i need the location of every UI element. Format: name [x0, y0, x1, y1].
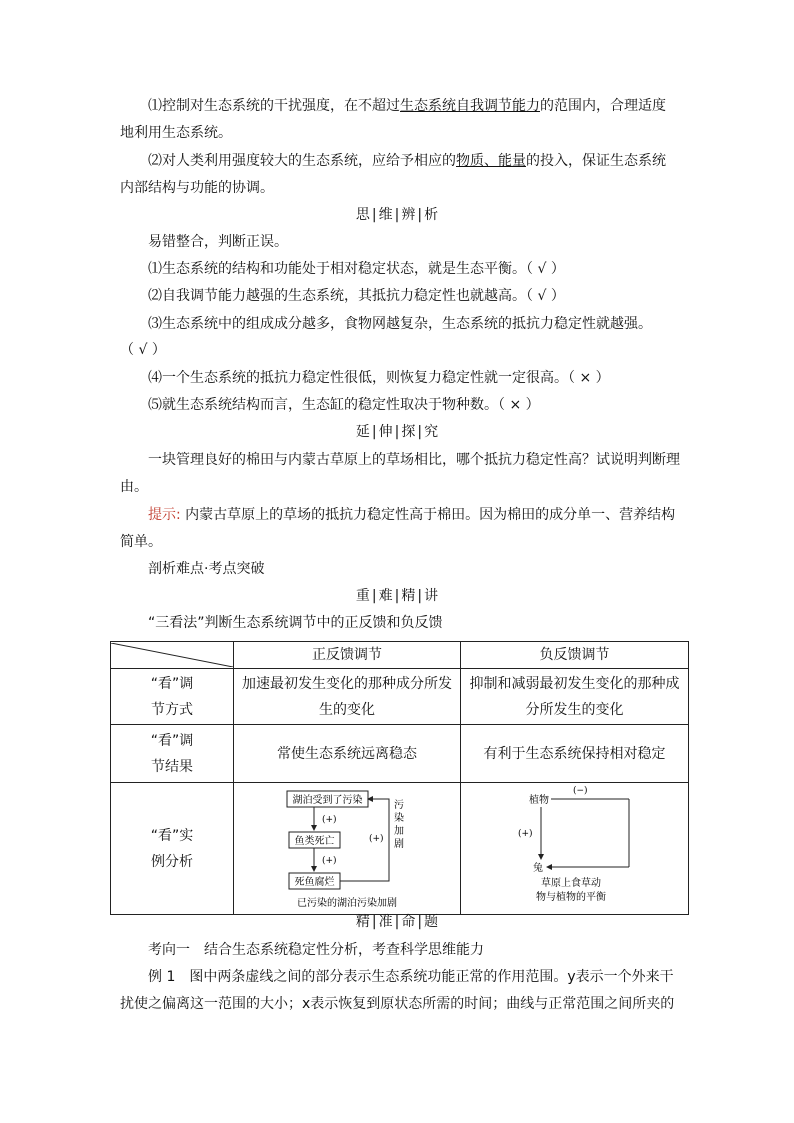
hint-text: 内蒙古草原上的草场的抵抗力稳定性高于棉田。因为棉田的成分单一、营养结构: [180, 507, 676, 523]
hint-line-1: [148, 505, 704, 525]
row-label-line: “看”调: [150, 732, 194, 749]
example-line-2: 扰使之偏离这一范围的大小；x表示恢复到原状态所需的时间；曲线与正常范围之间所夹的: [120, 996, 675, 1012]
rabbit-label: 兔: [533, 862, 543, 874]
judgement-3-answer: （ √ ）: [120, 342, 166, 358]
judgement-5: ⑸就生态系统结构而言，生态缸的稳定性取决于物种数。（ × ）: [148, 397, 540, 413]
question-line-2: 由。: [120, 479, 148, 495]
minus-label: (−): [573, 785, 588, 796]
text: ⑴控制对生态系统的干扰强度，在不超过: [148, 98, 400, 114]
cell-positive-diagram: [234, 783, 461, 915]
judgement-2: ⑵自我调节能力越强的生态系统，其抵抗力稳定性也就越高。（ √ ）: [148, 288, 565, 304]
hint-label: 提示:: [148, 507, 181, 523]
positive-feedback-diagram: [234, 784, 460, 914]
heading-jingzhun: 精|准|命|题: [355, 914, 441, 930]
plus-label: (+): [322, 814, 337, 825]
cell-positive: 常使生态系统远离稳态: [234, 725, 461, 783]
row-label: [111, 725, 234, 783]
row-label-line: “看”调: [150, 675, 194, 692]
cell-line: 生的变化: [319, 701, 375, 718]
table-row-result: [111, 725, 689, 783]
example-line-1: 例 1 图中两条虚线之间的部分表示生态系统功能正常的作用范围。y表示一个外来干: [148, 969, 674, 985]
cell-negative: 有利于生态系统保持相对稳定: [461, 725, 689, 783]
table-row-method: [111, 669, 689, 725]
text: 的投入，保证生态系统: [526, 153, 666, 169]
table-header-row: [111, 642, 689, 669]
para-1-line-2: 地利用生态系统。: [120, 125, 232, 141]
plus-label: (+): [518, 828, 533, 839]
side-label: 加: [394, 825, 404, 837]
cell-negative-diagram: [461, 783, 689, 915]
plus-label: (+): [322, 855, 337, 866]
box-fish-death-label: 鱼类死亡: [294, 835, 335, 847]
side-label: 污: [394, 799, 404, 811]
judgement-3: ⑶生态系统中的组成成分越多，食物网越复杂，生态系统的抵抗力稳定性就越强。: [148, 316, 652, 332]
header-negative: 负反馈调节: [461, 642, 689, 669]
table-row-example: [111, 783, 689, 915]
hint-line-2: 简单。: [120, 534, 162, 550]
table-title: “三看法”判断生态系统调节中的正反馈和负反馈: [148, 615, 443, 631]
underlined-term: 生态系统自我调节能力: [400, 98, 540, 114]
negative-feedback-diagram: [461, 784, 688, 914]
row-label-line: 例分析: [151, 853, 193, 870]
text: 的范围内，合理适度: [540, 98, 666, 114]
box-lake-polluted-label: 湖泊受到了污染: [292, 794, 363, 806]
header-positive: 正反馈调节: [234, 642, 461, 669]
text: ⑵对人类利用强度较大的生态系统，应给予相应的: [148, 153, 456, 169]
row-label: [111, 669, 234, 725]
row-label-line: “看”实: [150, 827, 194, 844]
cell-line: 加速最初发生变化的那种成分所发: [242, 675, 452, 692]
heading-siwei: 思|维|辨|析: [355, 207, 441, 223]
cell-positive: [234, 669, 461, 725]
row-label-line: 节方式: [151, 701, 193, 718]
row-label: [111, 783, 234, 915]
section-title: 剖析难点·考点突破: [148, 561, 265, 577]
box-fish-rot-label: 死鱼腐烂: [294, 876, 335, 888]
side-label: 染: [394, 812, 404, 824]
diagonal-line: [111, 643, 233, 667]
diagram-caption: 物与植物的平衡: [536, 891, 606, 903]
heading-yanshen: 延|伸|探|究: [355, 424, 441, 440]
kaoxiang-title: 考向一 结合生态系统稳定性分析，考查科学思维能力: [148, 942, 484, 958]
row-label-line: 节结果: [151, 758, 193, 775]
diagram-caption: 草原上食草动: [541, 877, 601, 889]
cell-line: 抑制和减弱最初发生变化的那种成: [469, 675, 680, 692]
side-label: 剧: [394, 838, 404, 850]
question-line-1: 一块管理良好的棉田与内蒙古草原上的草场相比，哪个抵抗力稳定性高？试说明判断理: [148, 452, 680, 468]
para-2-line-2: 内部结构与功能的协调。: [120, 180, 274, 196]
diagram-caption: 已污染的湖泊污染加剧: [297, 897, 397, 909]
judgement-1: ⑴生态系统的结构和功能处于相对稳定状态，就是生态平衡。（ √ ）: [148, 261, 565, 277]
cell-line: 分所发生的变化: [525, 701, 624, 718]
comparison-table: [110, 641, 689, 915]
intro-text: 易错整合，判断正误。: [148, 234, 288, 250]
plant-label: 植物: [529, 794, 549, 806]
judgement-4: ⑷一个生态系统的抵抗力稳定性很低，则恢复力稳定性就一定很高。（ × ）: [148, 370, 610, 386]
underlined-term: 物质、能量: [456, 153, 526, 169]
plus-label: (+): [369, 833, 384, 844]
heading-zhongnan: 重|难|精|讲: [355, 588, 441, 604]
para-2-line-1: [148, 151, 704, 171]
cell-negative: [461, 669, 689, 725]
corner-cell: [111, 642, 234, 669]
para-1-line-1: [148, 96, 704, 116]
